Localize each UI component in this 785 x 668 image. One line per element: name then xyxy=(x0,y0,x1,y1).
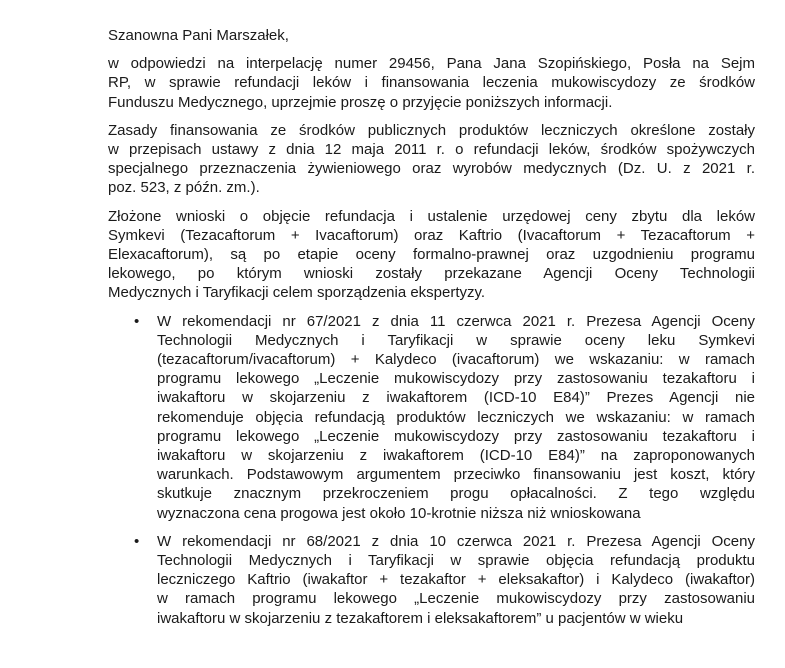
text-line: w odpowiedzi na interpelację numer 29456, Pana Jana Szopińskiego, Posła na Sejm xyxy=(108,55,755,73)
text-line: Elexacaftorum), są po etapie oceny formalno-prawnej oraz uzgodnieniu programu xyxy=(108,246,755,264)
document-body xyxy=(108,26,755,637)
bullet-item-recommendation-68-2021 xyxy=(108,532,755,628)
text-line: W rekomendacji nr 68/2021 z dnia 10 czerwca 2021 r. Prezesa Agencji Oceny xyxy=(157,532,755,550)
text-line: programu lekowego „Leczenie mukowiscydozy przy zastosowaniu tezakaftoru i xyxy=(157,370,755,388)
text-line: Medycznych i Taryfikacji celem sporządzenia ekspertyzy. xyxy=(108,284,486,302)
text-line: rekomenduje objęcia refundacją produktów leczniczych we wskazaniu: w ramach xyxy=(157,408,755,426)
text-line: poz. 523, z późn. zm.). xyxy=(108,179,260,197)
text-line: Złożone wnioski o objęcie refundacja i ustalenie urzędowej ceny zbytu dla leków xyxy=(108,207,755,225)
text-line: Zasady finansowania ze środków publicznych produktów leczniczych określone zostały xyxy=(108,121,755,139)
text-line: Szanowna Pani Marszałek, xyxy=(108,27,289,44)
text-line: lekowego, po którym wnioski zostały przekazane Agencji Oceny Technologii xyxy=(108,265,755,283)
text-line: w ramach programu lekowego „Leczenie mukowiscydozy przy zastosowaniu xyxy=(157,590,755,608)
text-line: iwakaftoru w skojarzeniu z iwakaftorem (ICD-10 E84)” na zaproponowanych xyxy=(157,447,755,465)
text-line: iwakaftoru w skojarzeniu z iwakaftorem (ICD-10 E84)” Prezes Agencji nie xyxy=(157,389,755,407)
text-line: iwakaftoru w skojarzeniu z tezakaftorem i eleksakaftorem” u pacjentów w wieku xyxy=(157,609,684,627)
bullet-marker-icon: • xyxy=(134,312,140,330)
financing-rules-paragraph xyxy=(108,121,755,198)
salutation-paragraph xyxy=(108,26,755,45)
text-line: leczniczego Kaftrio (iwakaftor + tezakaftor + eleksakaftor) i Kalydeco (iwakaftor) xyxy=(157,571,755,589)
bullet-marker-icon: • xyxy=(134,532,140,550)
applications-paragraph xyxy=(108,207,755,303)
text-line: Funduszu Medycznego, uprzejmie proszę o przyjęcie poniższych informacji. xyxy=(108,93,613,111)
text-line: Technologii Medycznych i Taryfikacji w sprawie oceny leku Symkevi xyxy=(157,331,755,349)
text-line: (tezacaftorum/ivacaftorum) + Kalydeco (ivacaftorum) we wskazaniu: w ramach xyxy=(157,351,755,369)
text-line: warunkach. Podstawowym argumentem przeciwko finansowaniu jest koszt, który xyxy=(157,466,755,484)
text-line: W rekomendacji nr 67/2021 z dnia 11 czerwca 2021 r. Prezesa Agencji Oceny xyxy=(157,312,755,330)
text-line: Symkevi (Tezacaftorum + Ivacaftorum) oraz Kaftrio (Ivacaftorum + Tezacaftorum + xyxy=(108,226,755,244)
text-line: RP, w sprawie refundacji leków i finansowania leczenia mukowiscydozy ze środków xyxy=(108,74,755,92)
text-line: w przepisach ustawy z dnia 12 maja 2011 r. o refundacji leków, środków spożywczych xyxy=(108,141,755,159)
text-line: Technologii Medycznych i Taryfikacji w sprawie objęcia refundacją produktu xyxy=(157,552,755,570)
text-line: programu lekowego „Leczenie mukowiscydozy przy zastosowaniu tezakaftoru i xyxy=(157,427,755,445)
intro-paragraph xyxy=(108,54,755,112)
text-line: specjalnego przeznaczenia żywieniowego oraz wyrobów medycznych (Dz. U. z 2021 r. xyxy=(108,160,755,178)
bullet-item-recommendation-67-2021 xyxy=(108,312,755,523)
text-line: skutkuje znacznym przekroczeniem progu opłacalności. Z tego względu xyxy=(157,485,755,503)
text-line: wyznaczona cena progowa jest około 10-krotnie niższa niż wnioskowana xyxy=(157,504,641,522)
